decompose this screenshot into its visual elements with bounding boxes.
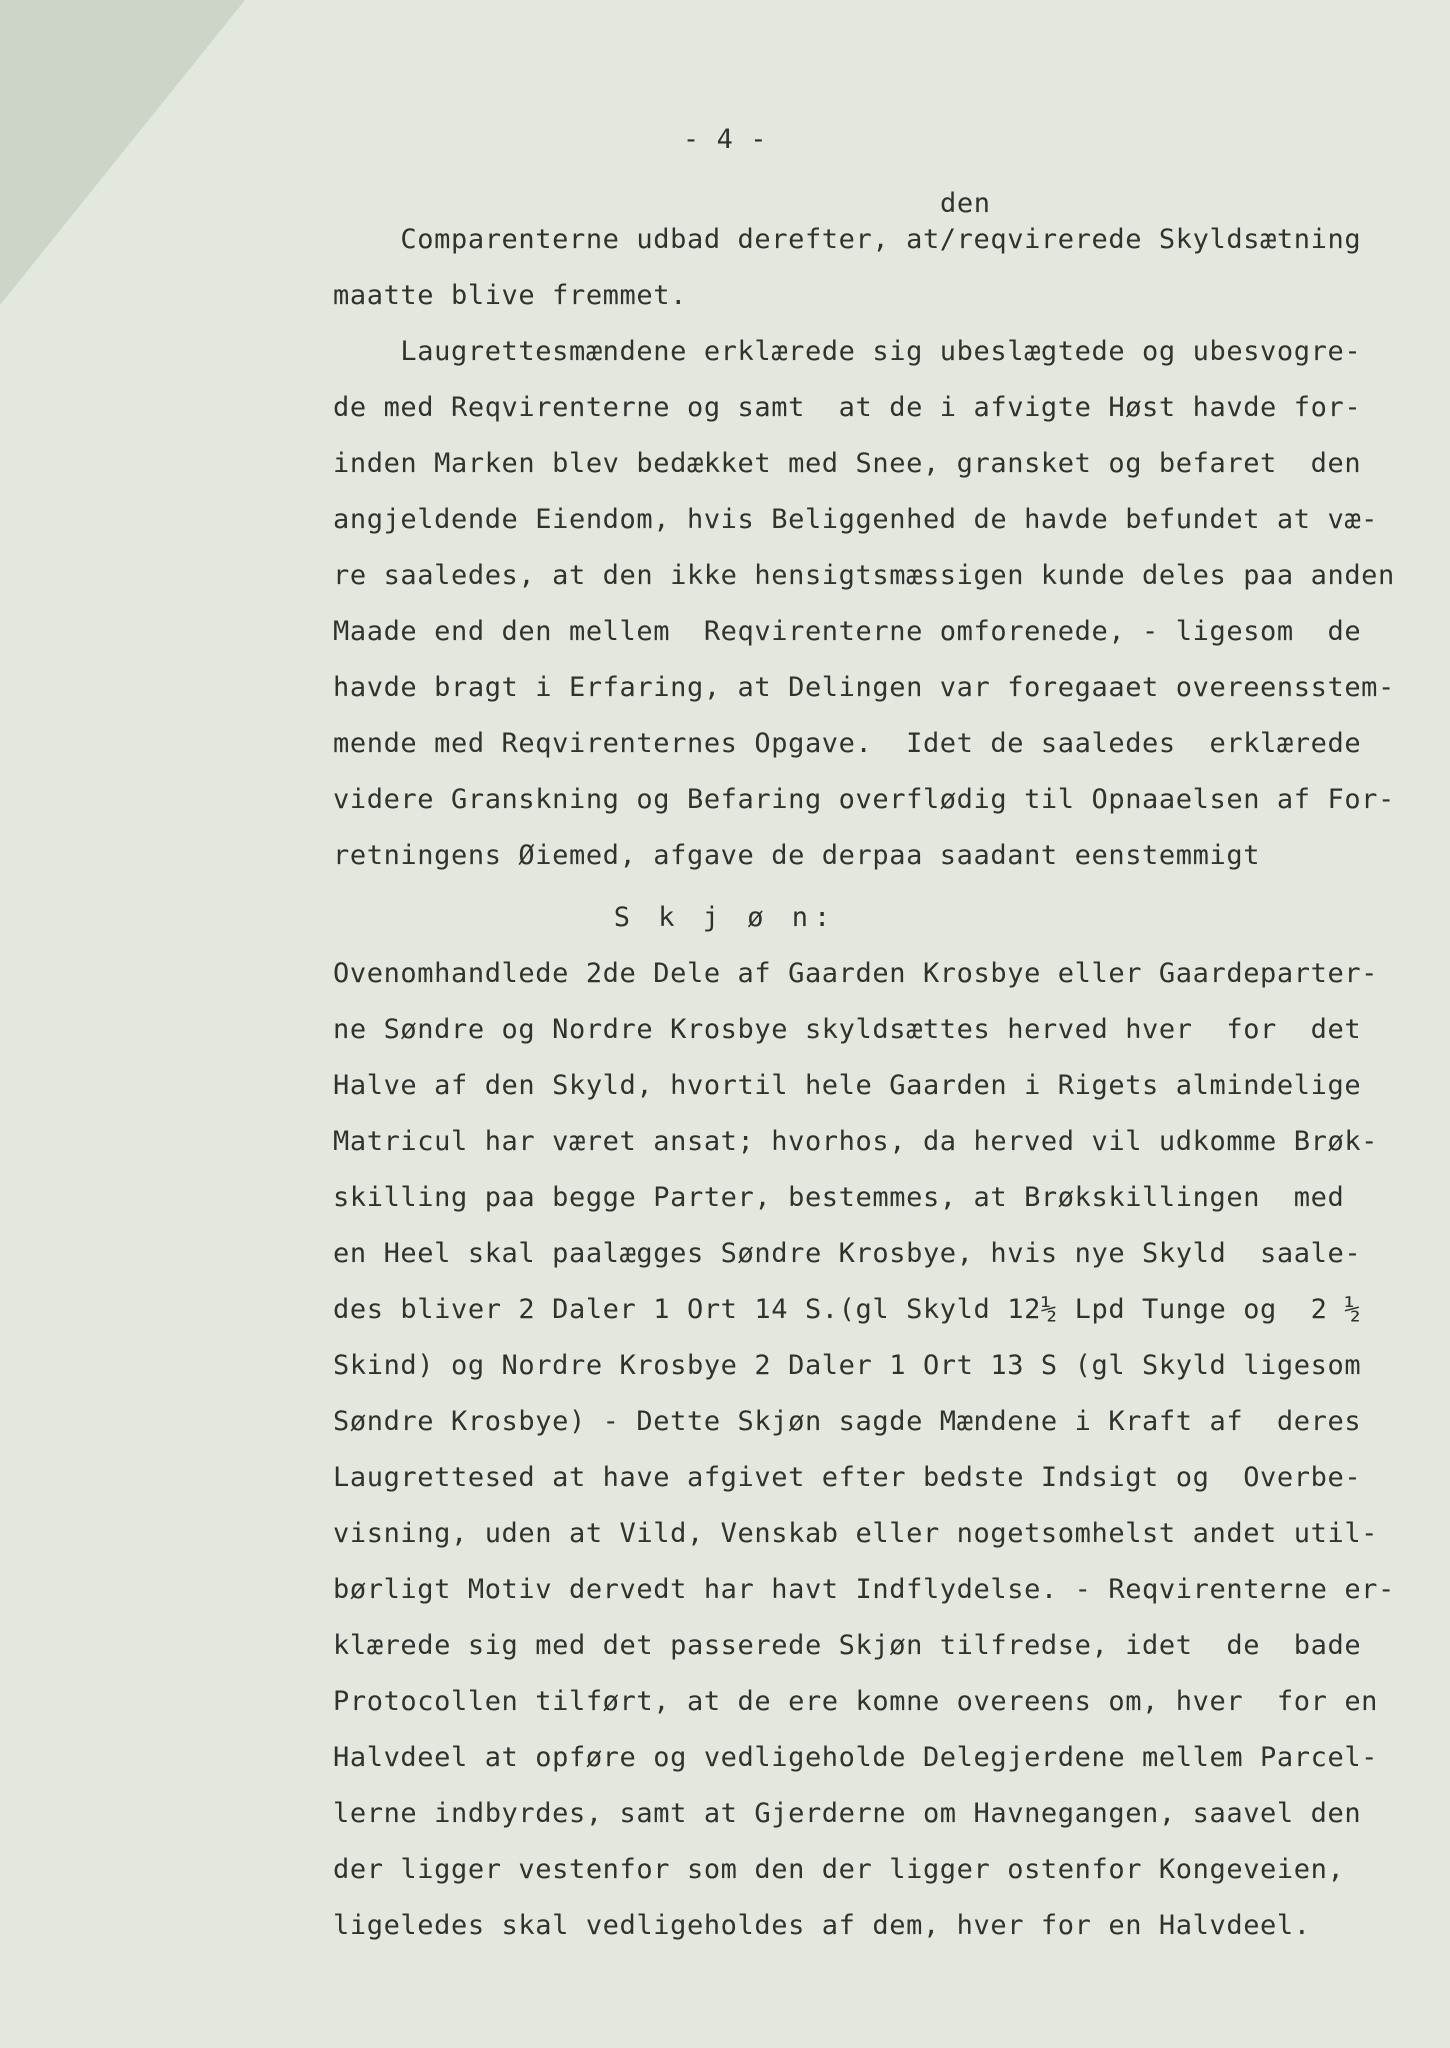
text-line: Halvdeel at opføre og vedligeholde Delegjerdene mellem Parcel- bbox=[333, 1742, 1379, 1773]
text-line: Halve af den Skyld, hvortil hele Gaarden i Rigets almindelige bbox=[333, 1070, 1362, 1101]
text-line: visning, uden at Vild, Venskab eller nogetsomhelst andet util- bbox=[333, 1518, 1379, 1549]
text-line: lerne indbyrdes, samt at Gjerderne om Havnegangen, saavel den bbox=[333, 1798, 1362, 1829]
text-line: ligeledes skal vedligeholdes af dem, hver for en Halvdeel. bbox=[333, 1910, 1311, 1941]
section-heading: S k j ø n: bbox=[613, 902, 837, 933]
text-line: Protocollen tilført, at de ere komne overeens om, hver for en bbox=[333, 1686, 1379, 1717]
text-line: videre Granskning og Befaring overflødig til Opnaaelsen af For- bbox=[333, 784, 1395, 815]
text-line: børligt Motiv dervedt har havt Indflydelse. - Reqvirenterne er- bbox=[333, 1574, 1395, 1605]
text-line: angjeldende Eiendom, hvis Beliggenhed de havde befundet at væ- bbox=[333, 504, 1379, 535]
text-line: de med Reqvirenterne og samt at de i afvigte Høst havde for- bbox=[333, 392, 1362, 423]
text-line: des bliver 2 Daler 1 Ort 14 S.(gl Skyld 12½ Lpd Tunge og 2 ½ bbox=[333, 1294, 1362, 1325]
text-line: Skind) og Nordre Krosbye 2 Daler 1 Ort 13 S (gl Skyld ligesom bbox=[333, 1350, 1362, 1381]
text-line: en Heel skal paalægges Søndre Krosbye, hvis nye Skyld saale- bbox=[333, 1238, 1362, 1269]
text-line: Ovenomhandlede 2de Dele af Gaarden Krosbye eller Gaardeparter- bbox=[333, 958, 1379, 989]
text-line: Matricul har været ansat; hvorhos, da herved vil udkomme Brøk- bbox=[333, 1126, 1379, 1157]
text-line: ne Søndre og Nordre Krosbye skyldsættes herved hver for det bbox=[333, 1014, 1362, 1045]
handwritten-insertion: den bbox=[940, 188, 991, 219]
page-number: - 4 - bbox=[682, 124, 768, 155]
text-line: Laugrettesmændene erklærede sig ubeslægtede og ubesvogre- bbox=[333, 336, 1362, 367]
text-line: der ligger vestenfor som den der ligger ostenfor Kongeveien, bbox=[333, 1854, 1345, 1885]
text-line: retningens Øiemed, afgave de derpaa saadant eenstemmigt bbox=[333, 840, 1261, 871]
text-line: Comparenterne udbad derefter, at/reqvirerede Skyldsætning bbox=[333, 224, 1362, 255]
text-line: skilling paa begge Parter, bestemmes, at Brøkskillingen med bbox=[333, 1182, 1345, 1213]
text-line: klærede sig med det passerede Skjøn tilfredse, idet de bade bbox=[333, 1630, 1362, 1661]
text-line: Laugrettesed at have afgivet efter bedste Indsigt og Overbe- bbox=[333, 1462, 1362, 1493]
text-line: Søndre Krosbye) - Dette Skjøn sagde Mændene i Kraft af deres bbox=[333, 1406, 1362, 1437]
text-line: Maade end den mellem Reqvirenterne omforenede, - ligesom de bbox=[333, 616, 1362, 647]
text-line: inden Marken blev bedækket med Snee, gransket og befaret den bbox=[333, 448, 1362, 479]
text-line: mende med Reqvirenternes Opgave. Idet de saaledes erklærede bbox=[333, 728, 1362, 759]
text-line: maatte blive fremmet. bbox=[333, 280, 687, 311]
text-line: re saaledes, at den ikke hensigtsmæssigen kunde deles paa anden bbox=[333, 560, 1395, 591]
text-line: havde bragt i Erfaring, at Delingen var foregaaet overeensstem- bbox=[333, 672, 1395, 703]
